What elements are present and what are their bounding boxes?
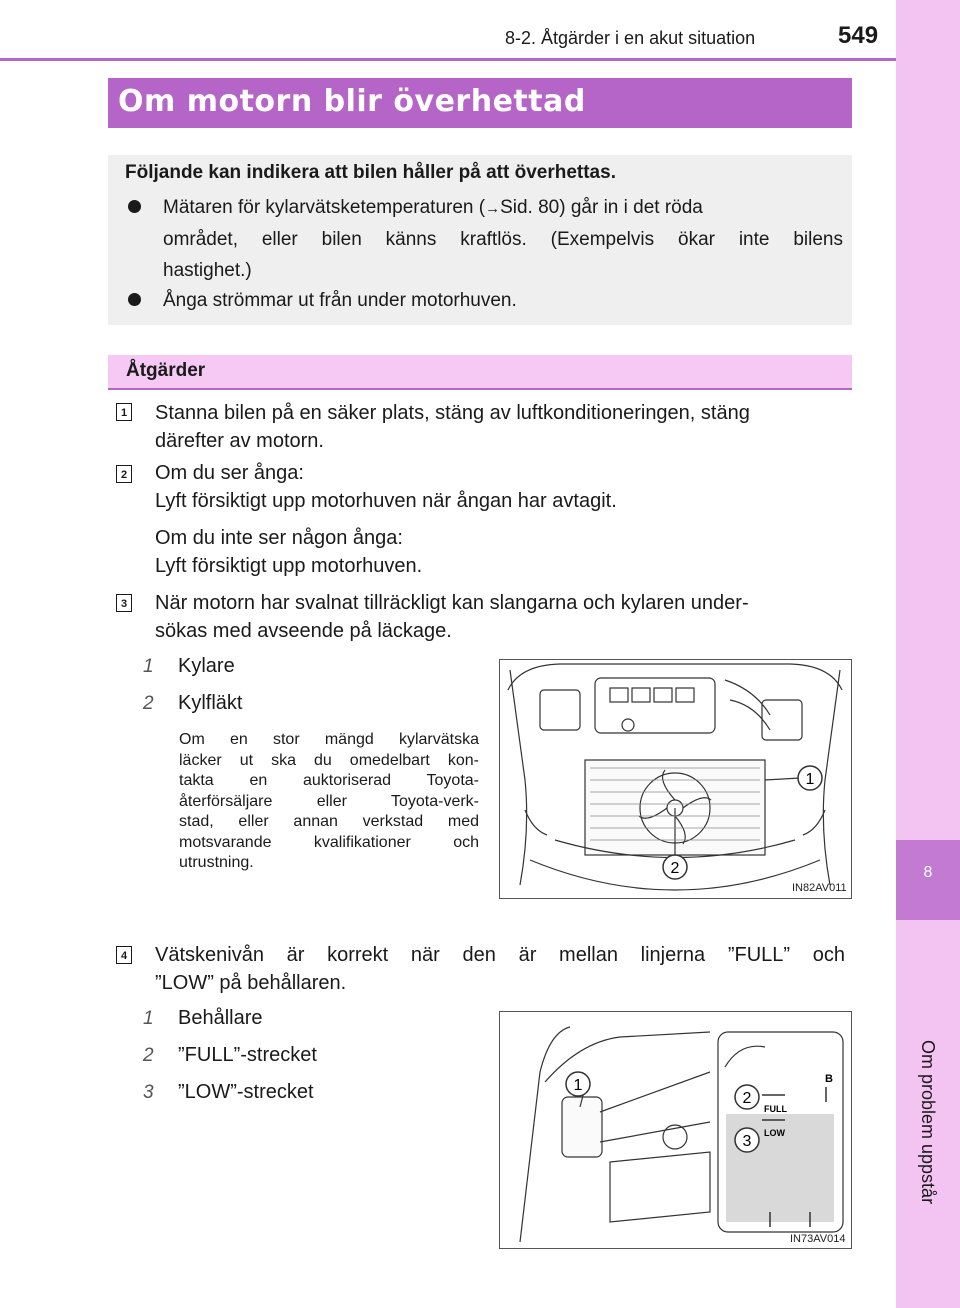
radiator-illustration (500, 660, 850, 897)
step-1-text: Stanna bilen på en säker plats, stäng av luftkonditioneringen, stäng därefter av motorn. (155, 402, 750, 452)
chapter-tab[interactable] (896, 840, 960, 920)
tank-mark-b: B (825, 1073, 833, 1085)
step-number-4: 4 (116, 946, 132, 964)
page-title-bar (108, 78, 852, 128)
item-number: 1 (143, 656, 154, 677)
radiator-figure (499, 659, 852, 899)
item-label-low: ”LOW”-strecket (178, 1081, 314, 1103)
figure-callout-3: 3 (742, 1133, 752, 1150)
chapter-label: Om problem uppstår (918, 1040, 938, 1205)
item-label-kylflakt: Kylfläkt (178, 692, 243, 714)
item-label-behallare: Behållare (178, 1007, 263, 1029)
figure-code: IN73AV014 (790, 1233, 846, 1245)
item-label-kylare: Kylare (178, 655, 235, 677)
item-number: 2 (143, 1045, 154, 1066)
arrow-icon: → (485, 200, 501, 217)
bullet-icon (128, 200, 141, 213)
step-number-2: 2 (116, 465, 132, 483)
reservoir-figure (499, 1011, 852, 1249)
intro-heading: Följande kan indikera att bilen håller på att överhettas. (125, 162, 616, 183)
reservoir-illustration (500, 1012, 850, 1247)
page-title: Om motorn blir överhettad (118, 84, 586, 119)
figure-code: IN82AV011 (792, 882, 847, 894)
section-heading-bar (108, 355, 852, 390)
figure-callout-1: 1 (573, 1077, 583, 1094)
step-number-3: 3 (116, 594, 132, 612)
section-heading: Åtgärder (126, 360, 206, 381)
step-2-text: Om du ser ånga: Lyft försiktigt upp motorhuven när ångan har avtagit. Om du inte ser någon ånga: Lyft försiktigt upp motorhuven. (155, 462, 617, 577)
figure-callout-2: 2 (670, 860, 680, 877)
item-number: 1 (143, 1008, 154, 1029)
intro-bullet-1: Mätaren för kylarvätsketemperaturen (→Sid. 80) går in i det röda området, eller bilen känns kraftlös. (Exempelvis ökar inte bilens hastighet.) (163, 197, 843, 281)
section-breadcrumb: 8-2. Åtgärder i en akut situation (505, 28, 756, 48)
chapter-number: 8 (923, 864, 933, 881)
bullet-icon (128, 293, 141, 306)
item-number: 3 (143, 1082, 154, 1103)
leak-warning-note: Om en stor mängd kylarvätska läcker ut ska du omedelbart kon- takta en auktoriserad Toyota- återförsäljare eller Toyota-verk- stad, eller annan verkstad med motsvarande kvalifikationer och utrustning. (179, 731, 479, 871)
item-number: 2 (143, 693, 154, 714)
tank-mark-full: FULL (764, 1104, 787, 1114)
intro-bullet-2: Ånga strömmar ut från under motorhuven. (163, 290, 517, 311)
header-rule (0, 58, 896, 61)
step-3-text: När motorn har svalnat tillräckligt kan slangarna och kylaren under- sökas med avseende på läckage. (155, 592, 749, 642)
step-4-text: Vätskenivån är korrekt när den är mellan linjerna ”FULL” och ”LOW” på behållaren. (155, 944, 845, 994)
figure-callout-2: 2 (742, 1090, 752, 1107)
figure-callout-1: 1 (805, 771, 815, 788)
step-number-1: 1 (116, 403, 132, 421)
page-number: 549 (838, 22, 879, 49)
item-label-full: ”FULL”-strecket (178, 1044, 317, 1066)
tank-mark-low: LOW (764, 1128, 785, 1138)
